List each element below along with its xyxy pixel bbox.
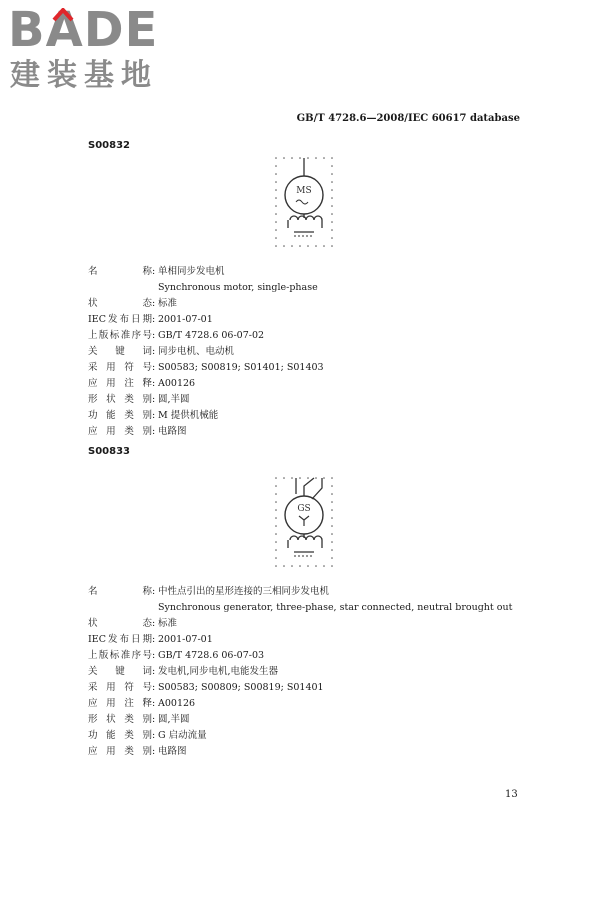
attr-label: 形状类别: [88, 714, 152, 725]
attr-row: 关键词: 发电机,同步电机,电能发生器: [88, 664, 512, 680]
attr-label: 名称: [88, 266, 152, 277]
symbol-label: MS: [296, 186, 312, 196]
attr-label: 采用符号: [88, 682, 152, 693]
attr-value: 2001-07-01: [158, 314, 213, 325]
logo-accent-icon: [52, 8, 74, 22]
logo-letter-d: D: [83, 2, 125, 58]
attr-row: 采用符号: S00583; S00819; S01401; S01403: [88, 360, 324, 376]
attr-label: 状态: [88, 618, 152, 629]
attr-value: Synchronous generator, three-phase, star connected, neutral brought out: [158, 602, 513, 613]
attr-row: 形状类别: 圆,半圆: [88, 392, 324, 408]
attr-label: 采用符号: [88, 362, 152, 373]
attr-value: 发电机,同步电机,电能发生器: [158, 666, 279, 677]
attr-row: [88, 280, 324, 296]
attr-row: 应用注释: A00126: [88, 376, 324, 392]
three-phase-synchronous-generator-symbol-icon: [272, 474, 336, 570]
attr-row: 应用类别: 电路图: [88, 424, 324, 440]
attr-row: IEC发布日期: 2001-07-01: [88, 312, 324, 328]
attr-row: 采用符号: S00583; S00809; S00819; S01401: [88, 680, 512, 696]
attr-label: 功能类别: [88, 410, 152, 421]
attr-value: S00583; S00819; S01401; S01403: [158, 362, 324, 373]
logo-letter-b: B: [8, 2, 46, 58]
attr-row: 功能类别: G 启动流量: [88, 728, 512, 744]
attr-label: 应用类别: [88, 746, 152, 757]
attr-row: IEC发布日期: 2001-07-01: [88, 632, 512, 648]
entry-attributes: [88, 264, 324, 440]
page-number: 13: [505, 789, 518, 800]
attr-label: 上版标准序号: [88, 330, 152, 341]
attr-row: 形状类别: 圆,半圆: [88, 712, 512, 728]
attr-label: 上版标准序号: [88, 650, 152, 661]
attr-value: 2001-07-01: [158, 634, 213, 645]
attr-label: 名称: [88, 586, 152, 597]
logo-letter-a: A: [45, 2, 84, 58]
attr-value: GB/T 4728.6 06-07-03: [158, 650, 265, 661]
attr-label: IEC发布日期: [88, 634, 152, 645]
attr-value: 标准: [158, 298, 178, 309]
attr-row: 名称: 单相同步发电机: [88, 264, 324, 280]
attr-row: [88, 600, 512, 616]
attr-row: 上版标准序号: GB/T 4728.6 06-07-03: [88, 648, 512, 664]
entry-id: S00832: [88, 140, 130, 151]
attr-value: GB/T 4728.6 06-07-02: [158, 330, 265, 341]
attr-label: 应用注释: [88, 378, 152, 389]
attr-value: 圆,半圆: [158, 714, 190, 725]
attr-value: 圆,半圆: [158, 394, 190, 405]
attr-value: 同步电机、电动机: [158, 346, 235, 357]
attr-label: 应用注释: [88, 698, 152, 709]
attr-label: 应用类别: [88, 426, 152, 437]
attr-row: 上版标准序号: GB/T 4728.6 06-07-02: [88, 328, 324, 344]
single-phase-synchronous-motor-symbol-icon: [272, 154, 336, 250]
attr-value: 电路图: [158, 746, 187, 757]
attr-value: A00126: [158, 698, 196, 709]
logo: [8, 4, 178, 96]
attr-label: 关键词: [88, 346, 152, 357]
attr-label: 关键词: [88, 666, 152, 677]
entry-id: S00833: [88, 446, 130, 457]
attr-value: M 提供机械能: [158, 410, 219, 421]
attr-label: 形状类别: [88, 394, 152, 405]
attr-value: S00583; S00809; S00819; S01401: [158, 682, 324, 693]
attr-row: 关键词: 同步电机、电动机: [88, 344, 324, 360]
attr-value: 标准: [158, 618, 178, 629]
attr-label: 状态: [88, 298, 152, 309]
attr-value: Synchronous motor, single-phase: [158, 282, 318, 293]
attr-row: 应用类别: 电路图: [88, 744, 512, 760]
attr-row: 名称: 中性点引出的星形连接的三相同步发电机: [88, 584, 512, 600]
attr-row: 状态: 标准: [88, 296, 324, 312]
attr-row: 功能类别: M 提供机械能: [88, 408, 324, 424]
standard-header: GB/T 4728.6—2008/IEC 60617 database: [296, 113, 520, 124]
entry-attributes: [88, 584, 512, 760]
attr-row: 应用注释: A00126: [88, 696, 512, 712]
symbol-label: GS: [297, 504, 311, 514]
attr-value: G 启动流量: [158, 730, 207, 741]
attr-label: 功能类别: [88, 730, 152, 741]
attr-label: IEC发布日期: [88, 314, 152, 325]
attr-value: 电路图: [158, 426, 187, 437]
logo-wordmark: [8, 4, 158, 56]
attr-value: A00126: [158, 378, 196, 389]
logo-chinese: 建装基地: [10, 58, 158, 93]
logo-letter-e: E: [124, 2, 159, 58]
attr-value: 中性点引出的星形连接的三相同步发电机: [158, 586, 330, 597]
attr-row: 状态: 标准: [88, 616, 512, 632]
attr-value: 单相同步发电机: [158, 266, 225, 277]
